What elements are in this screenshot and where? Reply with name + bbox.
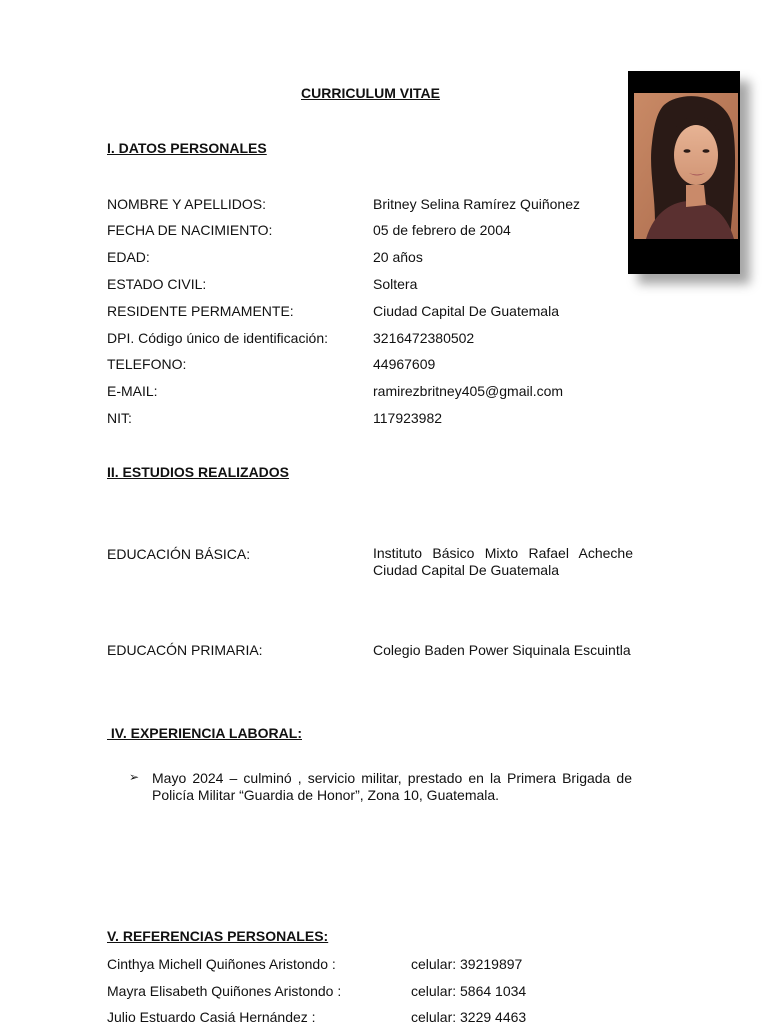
field-value-email: ramirezbritney405@gmail.com bbox=[373, 383, 564, 399]
field-label-dpi: DPI. Código único de identificación: bbox=[107, 330, 329, 346]
field-value-civil-status: Soltera bbox=[373, 276, 418, 292]
reference-phone: celular: 3229 4463 bbox=[411, 1009, 527, 1025]
field-value-nit: 117923982 bbox=[373, 410, 443, 426]
section-heading-personal: I. DATOS PERSONALES bbox=[107, 140, 267, 156]
profile-photo bbox=[628, 71, 740, 274]
field-label-phone: TELEFONO: bbox=[107, 356, 187, 372]
section-heading-references: V. REFERENCIAS PERSONALES: bbox=[107, 928, 329, 944]
field-value-birthdate: 05 de febrero de 2004 bbox=[373, 222, 511, 238]
reference-phone: celular: 5864 1034 bbox=[411, 983, 527, 999]
section-heading-experience: IV. EXPERIENCIA LABORAL: bbox=[107, 725, 302, 741]
field-label-primary-education: EDUCACÓN PRIMARIA: bbox=[107, 642, 263, 658]
section-heading-studies: II. ESTUDIOS REALIZADOS bbox=[107, 464, 290, 480]
field-label-age: EDAD: bbox=[107, 249, 150, 265]
reference-name: Julio Estuardo Casiá Hernández : bbox=[107, 1009, 316, 1025]
reference-name: Mayra Elisabeth Quiñones Aristondo : bbox=[107, 983, 342, 999]
field-value-residence: Ciudad Capital De Guatemala bbox=[373, 303, 559, 319]
experience-item: Mayo 2024 – culminó , servicio militar, prestado en la Primera Brigada de Policía Militar “Guardia de Honor”, Zona 10, Guatemala. bbox=[152, 770, 632, 803]
field-value-dpi: 3216472380502 bbox=[373, 330, 475, 346]
document-title: CURRICULUM VITAE bbox=[301, 85, 440, 101]
field-label-name: NOMBRE Y APELLIDOS: bbox=[107, 196, 266, 212]
field-label-nit: NIT: bbox=[107, 410, 132, 426]
field-label-residence: RESIDENTE PERMAMENTE: bbox=[107, 303, 294, 319]
field-value-age: 20 años bbox=[373, 249, 423, 265]
field-value-name: Britney Selina Ramírez Quiñonez bbox=[373, 196, 580, 212]
field-label-civil-status: ESTADO CIVIL: bbox=[107, 276, 207, 292]
bullet-arrow-icon: ➢ bbox=[129, 770, 140, 784]
field-label-birthdate: FECHA DE NACIMIENTO: bbox=[107, 222, 273, 238]
profile-photo-image bbox=[634, 93, 738, 239]
field-label-basic-education: EDUCACIÓN BÁSICA: bbox=[107, 546, 251, 562]
reference-name: Cinthya Michell Quiñones Aristondo : bbox=[107, 956, 336, 972]
field-value-primary-education: Colegio Baden Power Siquinala Escuintla bbox=[373, 642, 631, 658]
field-value-basic-education: Instituto Básico Mixto Rafael Acheche Ciudad Capital De Guatemala bbox=[373, 545, 633, 578]
field-value-phone: 44967609 bbox=[373, 356, 436, 372]
field-label-email: E-MAIL: bbox=[107, 383, 158, 399]
reference-phone: celular: 39219897 bbox=[411, 956, 523, 972]
